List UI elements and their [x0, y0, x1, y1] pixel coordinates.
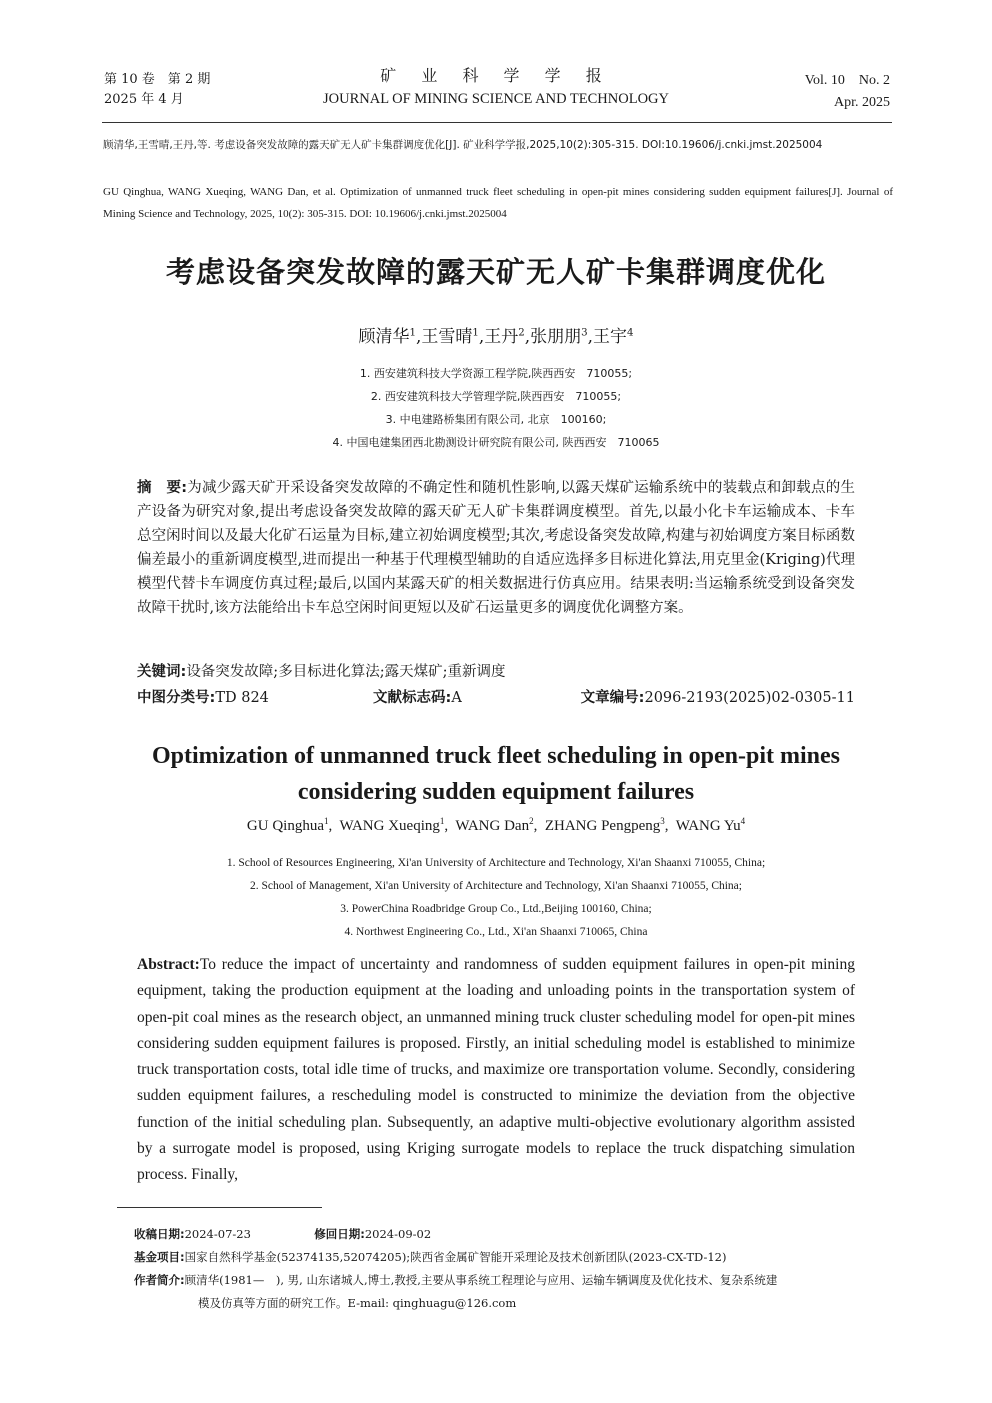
author-affiliation-mark: 1: [323, 816, 329, 826]
citation-cn: 顾清华,王雪晴,王丹,等. 考虑设备突发故障的露天矿无人矿卡集群调度优化[J]. 矿业科学学报,2025,10(2):305-315. DOI:10.19606/j.cnki.jmst.2025004: [103, 139, 823, 151]
volume-en: Vol. 10 No. 2: [804, 73, 890, 88]
author-bio: [134, 1269, 894, 1292]
bio-label: 作者简介:: [134, 1273, 185, 1287]
footnotes: [134, 1223, 894, 1315]
journal-name-en: JOURNAL OF MINING SCIENCE AND TECHNOLOGY: [323, 91, 669, 107]
issue-info-en: [805, 70, 890, 114]
author-affiliation-mark: 1: [439, 816, 445, 826]
author-name: WANG Xueqing: [339, 818, 440, 834]
keywords-label-cn: 关键词:: [137, 664, 187, 680]
bio-text: 顾清华(1981— ), 男, 山东诸城人,博士,教授,主要从事系统工程理论与应用、运输车辆调度及优化技术、复杂系统建: [184, 1273, 778, 1287]
affiliation-list-en: [0, 852, 992, 944]
affiliation-item: 3. 中电建路桥集团有限公司, 北京 100160;: [385, 413, 607, 426]
keywords-text-cn: 设备突发故障;多目标进化算法;露天煤矿;重新调度: [186, 664, 506, 680]
received-date: 2024-07-23: [184, 1227, 251, 1241]
header-divider: [102, 122, 892, 123]
author-name: WANG Yu: [675, 818, 741, 834]
article-number: [581, 686, 855, 710]
journal-name-cn: 矿 业 科 学 学 报: [380, 66, 612, 85]
affiliation-item: 2. 西安建筑科技大学管理学院,陕西西安 710055;: [370, 390, 622, 403]
date-en: Apr. 2025: [834, 95, 890, 110]
volume-cn: 第 10 卷 第 2 期: [104, 72, 211, 87]
revised-date: 2024-09-02: [364, 1227, 432, 1241]
fund-info: [134, 1246, 894, 1269]
author-name: WANG Dan: [455, 818, 530, 834]
author-name: 顾清华: [358, 327, 410, 347]
affiliation-item: 4. 中国电建集团西北勘测设计研究院有限公司, 陕西西安 710065: [332, 436, 660, 449]
date-cn: 2025 年 4 月: [104, 92, 184, 107]
author-affiliation-mark: 3: [581, 327, 588, 339]
document-code-value: A: [451, 690, 462, 706]
document-code: [373, 686, 462, 710]
author-name: 张朋朋: [530, 327, 582, 347]
affiliation-item: 4. Northwest Engineering Co., Ltd., Xi'an Shaanxi 710065, China: [344, 926, 648, 938]
abstract-label-cn: 摘 要:: [137, 480, 188, 496]
affiliation-item: 1. School of Resources Engineering, Xi'an University of Architecture and Technology, Xi'an Shaanxi 710055, China;: [226, 857, 766, 869]
paper-title-cn: 考虑设备突发故障的露天矿无人矿卡集群调度优化: [165, 255, 826, 289]
fund-label: 基金项目:: [134, 1250, 185, 1264]
keywords-cn: [137, 660, 855, 684]
article-number-label: 文章编号:: [580, 690, 645, 706]
date-info: [134, 1223, 894, 1246]
abstract-text-cn: 为减少露天矿开采设备突发故障的不确定性和随机性影响,以露天煤矿运输系统中的装载点和卸载点的生产设备为研究对象,提出考虑设备突发故障的露天矿无人矿卡集群调度模型。首先,以最小化卡车运输成本、卡车总空闲时间以及最大化矿石运量为目标,建立初始调度模型;其次,考虑设备突发故障,构建与初始调度方案目标函数偏差最小的重新调度模型,进而提出一种基于代理模型辅助的自适应选择多目标进化算法,用克里金(Kriging)代理模型代替卡车调度仿真过程;最后,以国内某露天矿的相关数据进行仿真应用。结果表明:当运输系统受到设备突发故障干扰时,该方法能给出卡车总空闲时间更短以及矿石运量更多的调度优化调整方案。: [137, 480, 855, 616]
author-name: 王雪晴: [421, 327, 473, 347]
author-list-cn: 顾清华$^1$,王雪晴$^1$,王丹$^2$,张朋朋$^3$,王宇$^4$: [358, 327, 634, 347]
author-affiliation-mark: 2: [518, 327, 525, 339]
author-bio-continued: 模及仿真等方面的研究工作。E-mail: qinghuagu@126.com: [198, 1296, 517, 1310]
author-affiliation-mark: 1: [409, 327, 416, 339]
affiliation-list-cn: [0, 362, 992, 454]
abstract-cn: [137, 476, 855, 620]
received-label: 收稿日期:: [134, 1227, 185, 1241]
author-name: 王宇: [593, 327, 628, 347]
revised-label: 修回日期:: [314, 1227, 365, 1241]
author-name: GU Qinghua: [246, 818, 324, 834]
fund-text: 国家自然科学基金(52374135,52074205);陕西省金属矿智能开采理论及技术创新团队(2023-CX-TD-12): [184, 1250, 727, 1264]
document-code-label: 文献标志码:: [373, 690, 452, 706]
paper-title-en: Optimization of unmanned truck fleet scheduling in open-pit mines considering sudden equipment failures: [151, 743, 841, 805]
abstract-en: [137, 952, 855, 1189]
abstract-label-en: Abstract:: [137, 956, 200, 973]
affiliation-item: 3. PowerChina Roadbridge Group Co., Ltd.,Beijing 100160, China;: [340, 903, 652, 915]
author-affiliation-mark: 4: [740, 816, 746, 826]
clc-label: 中图分类号:: [137, 690, 216, 706]
clc-number: [137, 686, 269, 710]
author-affiliation-mark: 1: [472, 327, 479, 339]
author-affiliation-mark: 3: [660, 816, 665, 826]
affiliation-item: 1. 西安建筑科技大学资源工程学院,陕西西安 710055;: [359, 367, 633, 380]
citation-en: GU Qinghua, WANG Xueqing, WANG Dan, et al. Optimization of unmanned truck fleet scheduling in open-pit mines considering sudden equipment failures[J]. Journal of Mining Science and Technology, 2025, 10(2): 305-315. DOI: 10.19606/j.cnki.jmst.2025004: [103, 186, 893, 220]
author-name: ZHANG Pengpeng: [544, 818, 661, 834]
clc-value: TD 824: [215, 690, 269, 706]
author-affiliation-mark: 2: [529, 816, 534, 826]
author-list-en: GU Qinghua$^1$, WANG Xueqing$^1$, WANG Dan$^2$, ZHANG Pengpeng$^3$, WANG Yu$^4$: [246, 816, 746, 834]
article-number-value: 2096-2193(2025)02-0305-11: [644, 690, 855, 706]
author-affiliation-mark: 4: [627, 327, 634, 339]
footnote-divider: [117, 1207, 322, 1208]
author-name: 王丹: [484, 327, 519, 347]
affiliation-item: 2. School of Management, Xi'an University of Architecture and Technology, Xi'an Shaanxi 710055, China;: [250, 880, 742, 892]
abstract-text-en: To reduce the impact of uncertainty and randomness of sudden equipment failures in open-pit mining equipment, taking the production equipment at the loading and unloading points in the transportation system of open-pit coal mines as the research object, an unmanned mining truck cluster scheduling model for open-pit mines considering sudden equipment failures is proposed. Firstly, an initial scheduling model is established to minimize truck transportation costs, total idle time of trucks, and maximize ore transportation volume. Secondly, considering sudden equipment failures, a rescheduling model is constructed to minimize the deviation from the objective function of the initial scheduling plan. Subsequently, an adaptive multi-objective evolutionary algorithm assisted by a surrogate model is proposed, using Kriging surrogate models to replace the truck dispatching simulation process. Finally,: [137, 956, 855, 1184]
